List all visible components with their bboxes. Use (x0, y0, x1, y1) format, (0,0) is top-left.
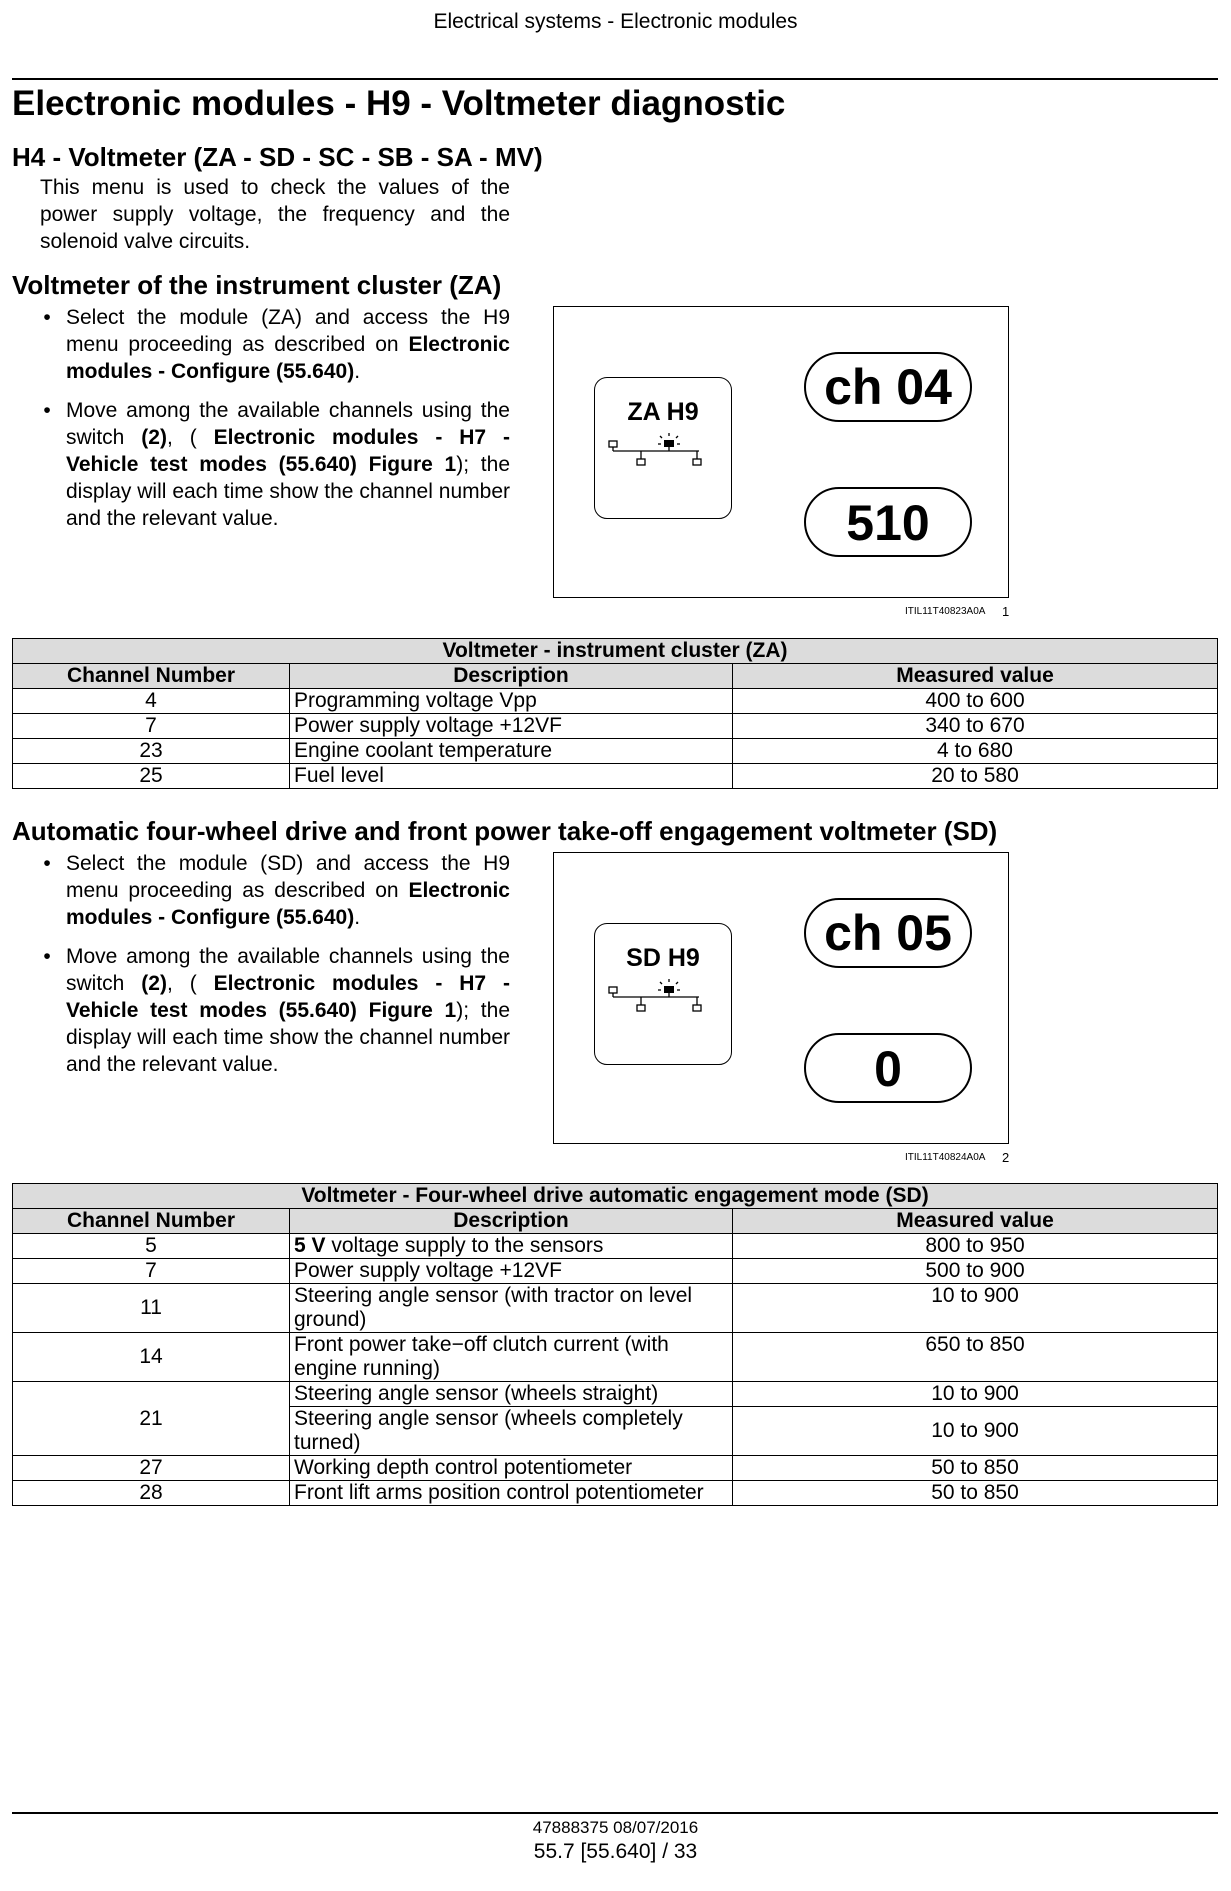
table-title-row (13, 639, 1218, 664)
value-cell: 500 to 900 (733, 1259, 1218, 1284)
running-head: Electrical systems - Electronic modules (433, 10, 798, 33)
module-panel (594, 377, 732, 519)
table-row (13, 1234, 1218, 1259)
description-cell: Steering angle sensor (wheels straight) (290, 1382, 733, 1407)
value-display: 0 (804, 1033, 972, 1103)
network-icon (605, 433, 715, 473)
step-link[interactable]: Electronic modules - H7 - Vehicle test modes (55.640) Figure 1 (66, 972, 510, 1022)
description-cell (290, 1234, 733, 1259)
channel-cell: 11 (13, 1284, 290, 1333)
description-cell: Programming voltage Vpp (290, 689, 733, 714)
steps-sd (0, 850, 510, 1090)
value-cell: 400 to 600 (733, 689, 1218, 714)
description-text: voltage supply to the sensors (325, 1234, 604, 1257)
table-header-row (13, 664, 1218, 689)
bullet: • (43, 945, 51, 968)
value-cell: 10 to 900 (733, 1284, 1218, 1333)
network-icon (605, 979, 715, 1019)
value-cell: 10 to 900 (733, 1382, 1218, 1407)
intro-heading: H4 - Voltmeter (ZA - SD - SC - SB - SA - MV) (12, 142, 543, 172)
step-text: . (354, 906, 361, 929)
value-cell: 20 to 580 (733, 764, 1218, 789)
value-cell: 10 to 900 (733, 1407, 1218, 1456)
switch-ref: (2) (141, 972, 167, 995)
step-text: Select the module (SD) and access the H9 menu proceeding as described on (66, 852, 510, 902)
channel-cell: 28 (13, 1481, 290, 1506)
step-text: Move among the available channels using the switch (66, 399, 510, 449)
description-cell: Front power take−off clutch current (with engine running) (290, 1333, 733, 1382)
description-cell: Engine coolant temperature (290, 739, 733, 764)
step-item (0, 397, 510, 532)
switch-ref: (2) (141, 426, 167, 449)
table-row (13, 1333, 1218, 1382)
figure-number: 1 (1002, 604, 1010, 619)
table-header-row (13, 1209, 1218, 1234)
bullet: • (43, 306, 51, 329)
description-cell: Fuel level (290, 764, 733, 789)
description-cell: Steering angle sensor (with tractor on level ground) (290, 1284, 733, 1333)
bullet: • (43, 399, 51, 422)
table-row (13, 739, 1218, 764)
step-link[interactable]: Electronic modules - Configure (55.640) (66, 879, 510, 929)
channel-cell: 7 (13, 714, 290, 739)
table-sd (12, 1183, 1218, 1506)
value-cell: 650 to 850 (733, 1333, 1218, 1382)
channel-cell: 25 (13, 764, 290, 789)
channel-display: ch 04 (804, 352, 972, 422)
figure-code: ITIL11T40824A0A (905, 1152, 986, 1163)
channel-cell: 23 (13, 739, 290, 764)
table-row (13, 1481, 1218, 1506)
step-text: , ( (166, 972, 214, 995)
description-cell: Working depth control potentiometer (290, 1456, 733, 1481)
col-header: Channel Number (13, 664, 290, 689)
step-text: Select the module (ZA) and access the H9 menu proceeding as described on (66, 306, 510, 356)
channel-cell: 21 (13, 1382, 290, 1456)
channel-cell: 7 (13, 1259, 290, 1284)
table-row (13, 1259, 1218, 1284)
table-za (12, 638, 1218, 789)
step-link[interactable]: Electronic modules - Configure (55.640) (66, 333, 510, 383)
table-row (13, 689, 1218, 714)
step-text: . (354, 360, 361, 383)
col-header: Description (290, 1209, 733, 1234)
section-heading-za: Voltmeter of the instrument cluster (ZA) (12, 270, 502, 300)
value-cell: 50 to 850 (733, 1481, 1218, 1506)
value-cell: 4 to 680 (733, 739, 1218, 764)
footer-rule (12, 1812, 1218, 1814)
figure-code: ITIL11T40823A0A (905, 606, 986, 617)
table-title: Voltmeter - Four-wheel drive automatic engagement mode (SD) (13, 1184, 1218, 1209)
channel-cell: 14 (13, 1333, 290, 1382)
table-row (13, 1456, 1218, 1481)
footer-page-number: 55.7 [55.640] / 33 (533, 1840, 698, 1863)
steps-za (0, 304, 510, 544)
bullet: • (43, 852, 51, 875)
description-cell: Front lift arms position control potentiometer (290, 1481, 733, 1506)
col-header: Channel Number (13, 1209, 290, 1234)
description-cell: Steering angle sensor (wheels completely turned) (290, 1407, 733, 1456)
table-row (13, 1382, 1218, 1407)
channel-cell: 27 (13, 1456, 290, 1481)
table-row (13, 714, 1218, 739)
description-cell: Power supply voltage +12VF (290, 1259, 733, 1284)
table-row (13, 764, 1218, 789)
col-header: Description (290, 664, 733, 689)
figure-za (553, 306, 1009, 598)
step-text: , ( (166, 426, 214, 449)
figure-number: 2 (1002, 1150, 1010, 1165)
step-item (0, 850, 510, 931)
figure-sd (553, 852, 1009, 1144)
col-header: Measured value (733, 664, 1218, 689)
value-cell: 340 to 670 (733, 714, 1218, 739)
value-display: 510 (804, 487, 972, 557)
page-title: Electronic modules - H9 - Voltmeter diagnostic (12, 84, 786, 123)
table-title: Voltmeter - instrument cluster (ZA) (13, 639, 1218, 664)
value-cell: 800 to 950 (733, 1234, 1218, 1259)
description-cell: Power supply voltage +12VF (290, 714, 733, 739)
voltage-bold: 5 V (294, 1234, 326, 1257)
step-link[interactable]: Electronic modules - H7 - Vehicle test modes (55.640) Figure 1 (66, 426, 510, 476)
step-text: Move among the available channels using the switch (66, 945, 510, 995)
step-item (0, 943, 510, 1078)
module-panel (594, 923, 732, 1065)
table-title-row (13, 1184, 1218, 1209)
channel-cell: 4 (13, 689, 290, 714)
value-cell: 50 to 850 (733, 1456, 1218, 1481)
step-text: ); the display will each time show the channel number and the relevant value. (66, 453, 511, 530)
header-rule (12, 78, 1218, 80)
channel-display: ch 05 (804, 898, 972, 968)
intro-text: This menu is used to check the values of the power supply voltage, the frequency and the solenoid valve circuits. (40, 176, 510, 253)
channel-cell: 5 (13, 1234, 290, 1259)
footer-code: 47888375 08/07/2016 (532, 1818, 699, 1837)
step-text: ); the display will each time show the channel number and the relevant value. (66, 999, 511, 1076)
module-label: ZA H9 (627, 398, 699, 426)
section-heading-sd: Automatic four-wheel drive and front power take-off engagement voltmeter (SD) (12, 816, 998, 846)
table-row (13, 1284, 1218, 1333)
step-item (0, 304, 510, 385)
module-label: SD H9 (626, 944, 700, 972)
col-header: Measured value (733, 1209, 1218, 1234)
